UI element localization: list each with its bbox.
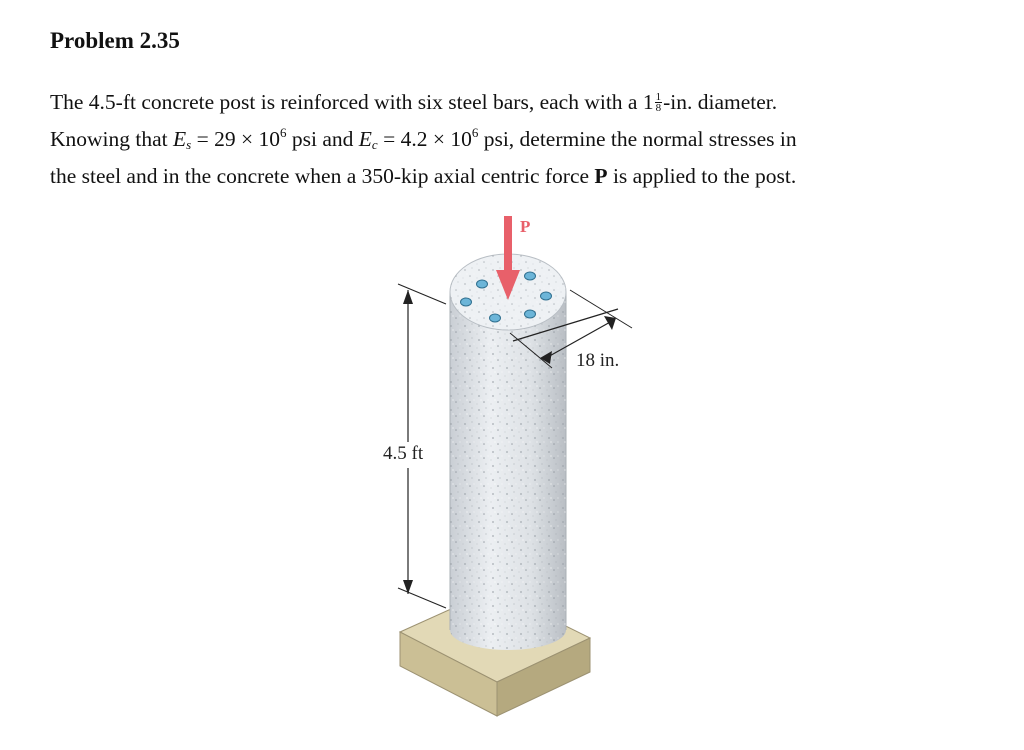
fraction-denominator: 8: [655, 101, 662, 114]
text-segment: the steel and in the concrete when a 350-kip axial centric force: [50, 164, 595, 188]
problem-title: Problem 2.35: [50, 28, 180, 53]
force-arrow-shaft: [504, 216, 512, 274]
post-texture: [450, 292, 566, 630]
height-label: 4.5 ft: [383, 443, 424, 464]
diameter-label: 18 in.: [576, 350, 620, 371]
modulus-steel-symbol: E: [173, 127, 187, 151]
text-segment: -in. diameter.: [663, 90, 778, 114]
force-symbol: P: [594, 164, 608, 188]
height-arrowhead-bottom: [403, 580, 413, 594]
steel-bar: [490, 314, 501, 322]
diameter-extension-right: [570, 290, 632, 328]
text-segment: Knowing that: [50, 127, 174, 151]
steel-bar: [477, 280, 488, 288]
force-label: P: [520, 217, 531, 236]
modulus-concrete-value: = 4.2 × 10: [377, 127, 472, 151]
modulus-concrete-subscript: c: [371, 137, 378, 152]
steel-bar: [541, 292, 552, 300]
height-arrowhead-top: [403, 290, 413, 304]
exponent: 6: [471, 125, 479, 140]
text-segment: The 4.5-ft concrete post is reinforced with six steel bars, each with a 1: [50, 90, 654, 114]
height-extension-bottom: [398, 588, 446, 608]
concrete-post: [450, 254, 566, 650]
modulus-steel-value: = 29 × 10: [191, 127, 280, 151]
text-segment: psi, determine the normal stresses in: [478, 127, 797, 151]
post-bottom-texture: [450, 610, 566, 650]
text-segment: psi and: [286, 127, 359, 151]
diameter-arrowhead-right: [604, 316, 616, 330]
steel-bar: [525, 272, 536, 280]
modulus-steel-subscript: s: [186, 137, 192, 152]
fraction-numerator: 1: [655, 90, 662, 103]
modulus-concrete-symbol: E: [358, 127, 372, 151]
text-segment: is applied to the post.: [607, 164, 797, 188]
exponent: 6: [280, 125, 287, 140]
steel-bar: [461, 298, 472, 306]
steel-bar: [525, 310, 536, 318]
